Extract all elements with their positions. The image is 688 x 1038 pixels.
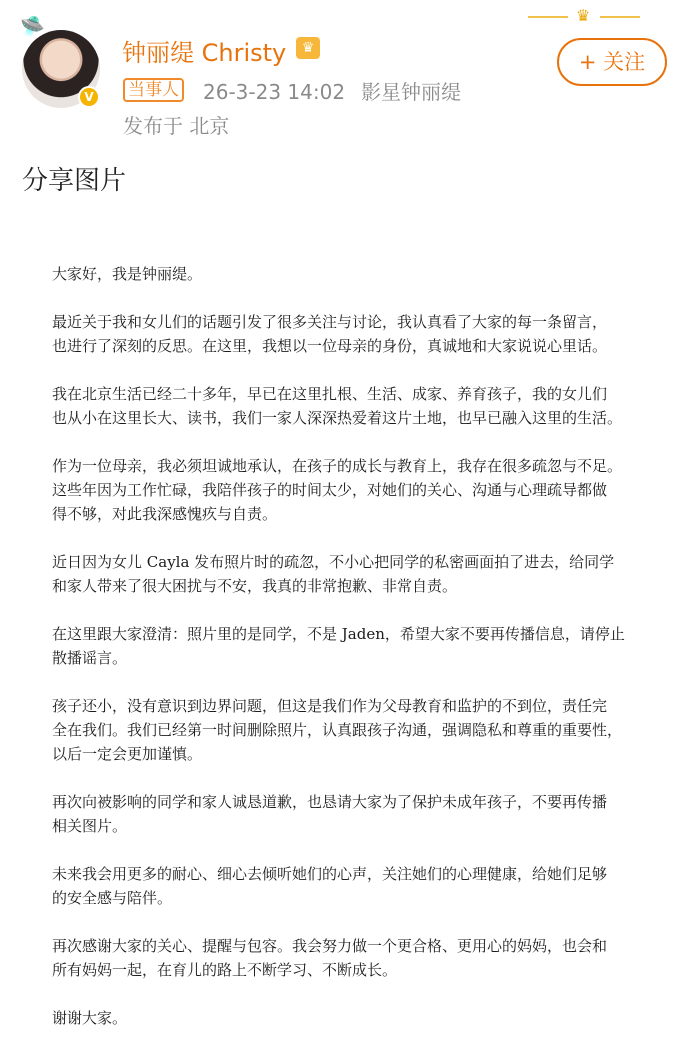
post-text-line: 未来我会用更多的耐心、细心去倾听她们的心声，关注她们的心理健康，给她们足够: [52, 865, 608, 883]
post-paragraph: [52, 790, 652, 838]
verified-badge-icon: V: [78, 86, 100, 108]
post-text-line: 相关图片。: [52, 817, 128, 835]
post-paragraph: [52, 862, 652, 910]
post-text-line: 谢谢大家。: [52, 1009, 128, 1027]
post-text-line: 全在我们。我们已经第一时间删除照片，认真跟孩子沟通，强调隐私和尊重的重要性，: [52, 721, 623, 739]
post-text-line: 在这里跟大家澄清：照片里的是同学，不是 Jaden，希望大家不要再传播信息，请停止: [52, 625, 625, 643]
post-text-line: 得不够，对此我深感愧疚与自责。: [52, 505, 278, 523]
post-text-line: 大家好，我是钟丽缇。: [52, 265, 203, 283]
post-text-line: 最近关于我和女儿们的话题引发了很多关注与讨论，我认真看了大家的每一条留言，: [52, 313, 608, 331]
post-paragraph: [52, 694, 652, 766]
post-location: 发布于 北京: [123, 114, 230, 138]
post-text-line: 也从小在这里长大、读书，我们一家人深深热爱着这片土地，也早已融入这里的生活。: [52, 409, 623, 427]
post-text-line: 再次感谢大家的关心、提醒与包容。我会努力做一个更合格、更用心的妈妈，也会和: [52, 937, 608, 955]
post-timestamp: 26-3-23 14:02: [203, 80, 346, 104]
post-paragraph: [52, 454, 652, 526]
small-crown-icon: ♛: [576, 6, 591, 25]
post-meta: [203, 76, 461, 105]
crown-icon: ♛: [296, 37, 320, 59]
post-text-line: 近日因为女儿 Cayla 发布照片时的疏忽，不小心把同学的私密画面拍了进去，给同学: [52, 553, 615, 571]
post-body: [52, 262, 652, 1038]
decoration-line: [600, 16, 640, 18]
post-source[interactable]: 影星钟丽缇: [361, 80, 462, 104]
post-text-line: 以后一定会更加谨慎。: [52, 745, 203, 763]
post-paragraph: [52, 622, 652, 670]
post-text-line: 作为一位母亲，我必须坦诚地承认，在孩子的成长与教育上，我存在很多疏忽与不足。: [52, 457, 623, 475]
post-text-line: 的安全感与陪伴。: [52, 889, 173, 907]
post-text-line: 所有妈妈一起，在育儿的路上不断学习、不断成长。: [52, 961, 398, 979]
post-title: 分享图片: [22, 166, 127, 196]
party-tag: 当事人: [123, 78, 184, 102]
post-text-line: 这些年因为工作忙碌，我陪伴孩子的时间太少，对她们的关心、沟通与心理疏导都做: [52, 481, 608, 499]
post-text-line: 散播谣言。: [52, 649, 128, 667]
avatar-container[interactable]: [22, 30, 100, 108]
post-paragraph: [52, 934, 652, 982]
post-paragraph: [52, 382, 652, 430]
decoration-line: [528, 16, 568, 18]
post-paragraph: [52, 310, 652, 358]
post-text-line: 和家人带来了很大困扰与不安，我真的非常抱歉、非常自责。: [52, 577, 458, 595]
post-text-line: 也进行了深刻的反思。在这里，我想以一位母亲的身份，真诚地和大家说说心里话。: [52, 337, 608, 355]
user-name[interactable]: 钟丽缇 Christy: [122, 39, 287, 67]
header-decoration: [528, 6, 648, 26]
post-paragraph: [52, 262, 652, 286]
post-text-line: 再次向被影响的同学和家人诚恳道歉，也恳请大家为了保护未成年孩子，不要再传播: [52, 793, 608, 811]
follow-button[interactable]: + 关注: [557, 38, 667, 86]
post-text-line: 我在北京生活已经二十多年，早已在这里扎根、生活、成家、养育孩子，我的女儿们: [52, 385, 608, 403]
post-paragraph: [52, 1006, 652, 1030]
post-paragraph: [52, 550, 652, 598]
post-text-line: 孩子还小，没有意识到边界问题，但这是我们作为父母教育和监护的不到位，责任完: [52, 697, 608, 715]
ufo-icon: 🛸: [20, 14, 45, 38]
